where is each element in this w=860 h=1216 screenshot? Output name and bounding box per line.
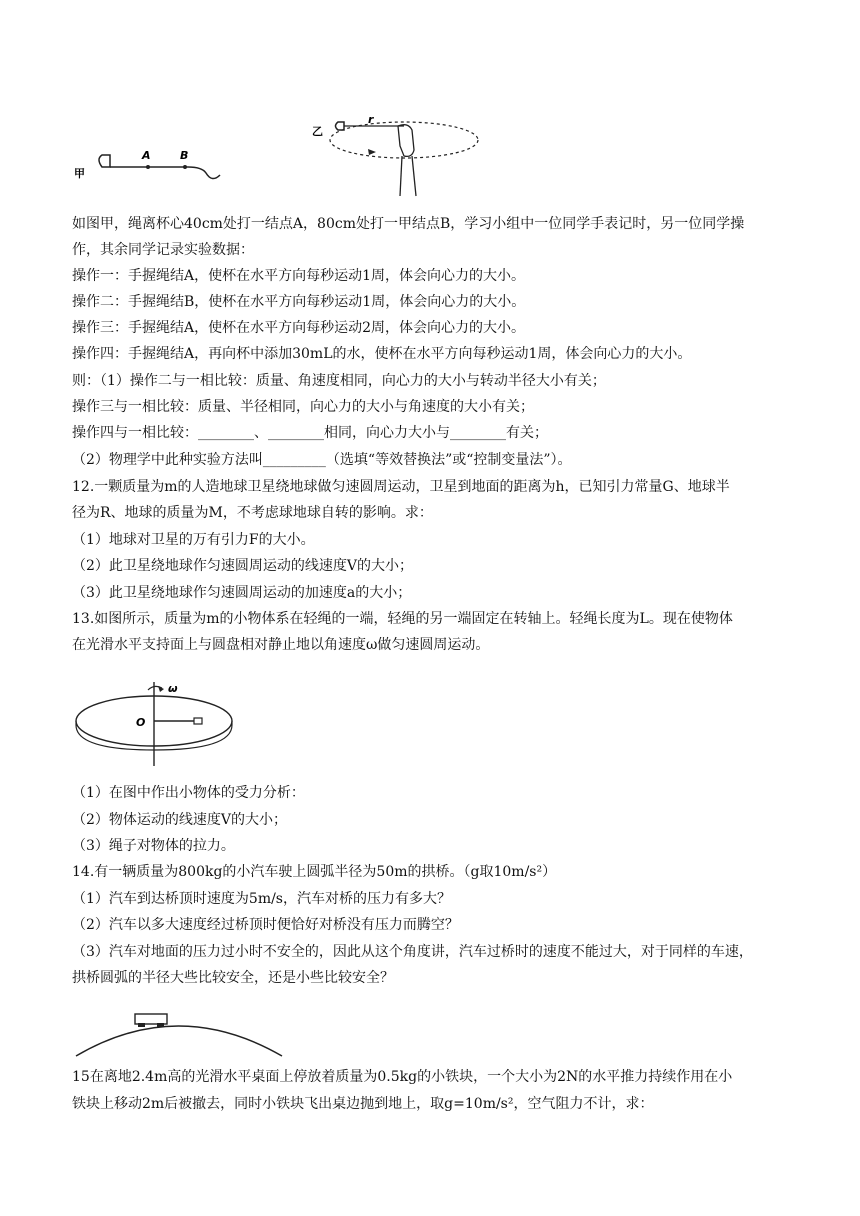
orbit-ellipse xyxy=(330,122,478,158)
q13-sub-2: （2）物体运动的线速度V的大小； xyxy=(72,812,288,828)
q13-sub-3: （3）绳子对物体的拉力。 xyxy=(72,838,235,854)
intro-line: 作，其余同学记录实验数据： xyxy=(72,242,254,258)
cup-icon xyxy=(99,155,110,167)
hand-icon xyxy=(398,125,414,157)
q14-sub-3-cont: 拱桥圆弧的半径大些比较安全，还是小些比较安全？ xyxy=(72,970,394,986)
q13-sub-1: （1）在图中作出小物体的受力分析： xyxy=(72,785,305,801)
intro-line: 如图甲，绳离杯心40cm处打一结点A，80cm处打一甲结点B，学习小组中一位同学手表记时，另一位同学操 xyxy=(72,216,745,232)
conclusion-3: 操作四与一相比较：________、________相同，向心力大小与________有关； xyxy=(72,425,548,441)
knot-b xyxy=(183,165,187,169)
figure-yi-label: 乙 xyxy=(312,125,323,138)
q15-stem: 铁块上移动2m后被撤去，同时小铁块飞出桌边抛到地上，取g=10m/s²，空气阻力不计，求： xyxy=(72,1096,654,1112)
figure-jia-label: 甲 xyxy=(74,167,85,180)
conclusion-1: 则：（1）操作二与一相比较：质量、角速度相同，向心力的大小与转动半径大小有关； xyxy=(72,373,606,389)
q12-sub-1: （1）地球对卫星的万有引力F的大小。 xyxy=(72,532,315,548)
figure-jia xyxy=(70,145,230,190)
conclusion-4: （2）物理学中此种实验方法叫_________（选填“等效替换法”或“控制变量法”）。 xyxy=(72,452,572,468)
q13-stem: 在光滑水平支持面上与圆盘相对静止地以角速度ω做匀速圆周运动。 xyxy=(72,637,490,653)
q14-sub-3: （3）汽车对地面的压力过小时不安全的，因此从这个角度讲，汽车过桥时的速度不能过大，对于同样的车速， xyxy=(72,944,753,960)
q12-sub-2: （2）此卫星绕地球作匀速圆周运动的线速度V的大小； xyxy=(72,558,414,574)
q15-stem: 15在离地2.4m高的光滑水平桌面上停放着质量为0.5kg的小铁块，一个大小为2N的水平推力持续作用在小 xyxy=(72,1069,733,1085)
car-wheel-icon xyxy=(138,1023,145,1027)
cup-icon xyxy=(336,122,345,130)
q13-stem: 13.如图所示，质量为m的小物体系在轻绳的一端，轻绳的另一端固定在转轴上。轻绳长度为L。现在使物体 xyxy=(72,611,733,627)
q12-sub-3: （3）此卫星绕地球作匀速圆周运动的加速度a的大小； xyxy=(72,585,412,601)
q14-sub-1: （1）汽车到达桥顶时速度为5m/s，汽车对桥的压力有多大？ xyxy=(72,891,451,907)
figure-yi xyxy=(312,112,487,197)
point-b-label: B xyxy=(180,149,189,162)
figure-bridge xyxy=(72,1002,287,1058)
operation-3: 操作三：手握绳结A，使杯在水平方向每秒运动2周，体会向心力的大小。 xyxy=(72,320,526,336)
knot-a xyxy=(146,165,150,169)
operation-2: 操作二：手握绳结B，使杯在水平方向每秒运动1周，体会向心力的大小。 xyxy=(72,294,526,310)
q14-stem: 14.有一辆质量为800kg的小汽车驶上圆弧半径为50m的拱桥。（g取10m/s²） xyxy=(72,864,557,880)
center-o-label: O xyxy=(136,716,146,729)
figure-disk xyxy=(70,676,245,768)
bridge-arc xyxy=(76,1026,282,1056)
arrow-icon xyxy=(368,149,376,155)
radius-label: r xyxy=(368,113,374,126)
operation-4: 操作四：手握绳结A，再向杯中添加30mL的水，使杯在水平方向每秒运动1周，体会向心力的大小。 xyxy=(72,346,692,362)
car-wheel-icon xyxy=(157,1023,164,1027)
q12-stem: 径为R、地球的质量为M，不考虑球地球自转的影响。求： xyxy=(72,505,433,521)
operation-1: 操作一：手握绳结A，使杯在水平方向每秒运动1周，体会向心力的大小。 xyxy=(72,268,526,284)
q14-sub-2: （2）汽车以多大速度经过桥顶时便恰好对桥没有压力而腾空？ xyxy=(72,917,459,933)
point-a-label: A xyxy=(142,149,151,162)
small-object xyxy=(194,718,202,724)
car-body xyxy=(135,1014,167,1024)
q12-stem: 12.一颗质量为m的人造地球卫星绕地球做匀速圆周运动，卫星到地面的距离为h，已知引力常量G、地球半 xyxy=(72,479,730,495)
conclusion-2: 操作三与一相比较：质量、半径相同，向心力的大小与角速度的大小有关； xyxy=(72,399,534,415)
omega-label: ω xyxy=(168,682,178,695)
